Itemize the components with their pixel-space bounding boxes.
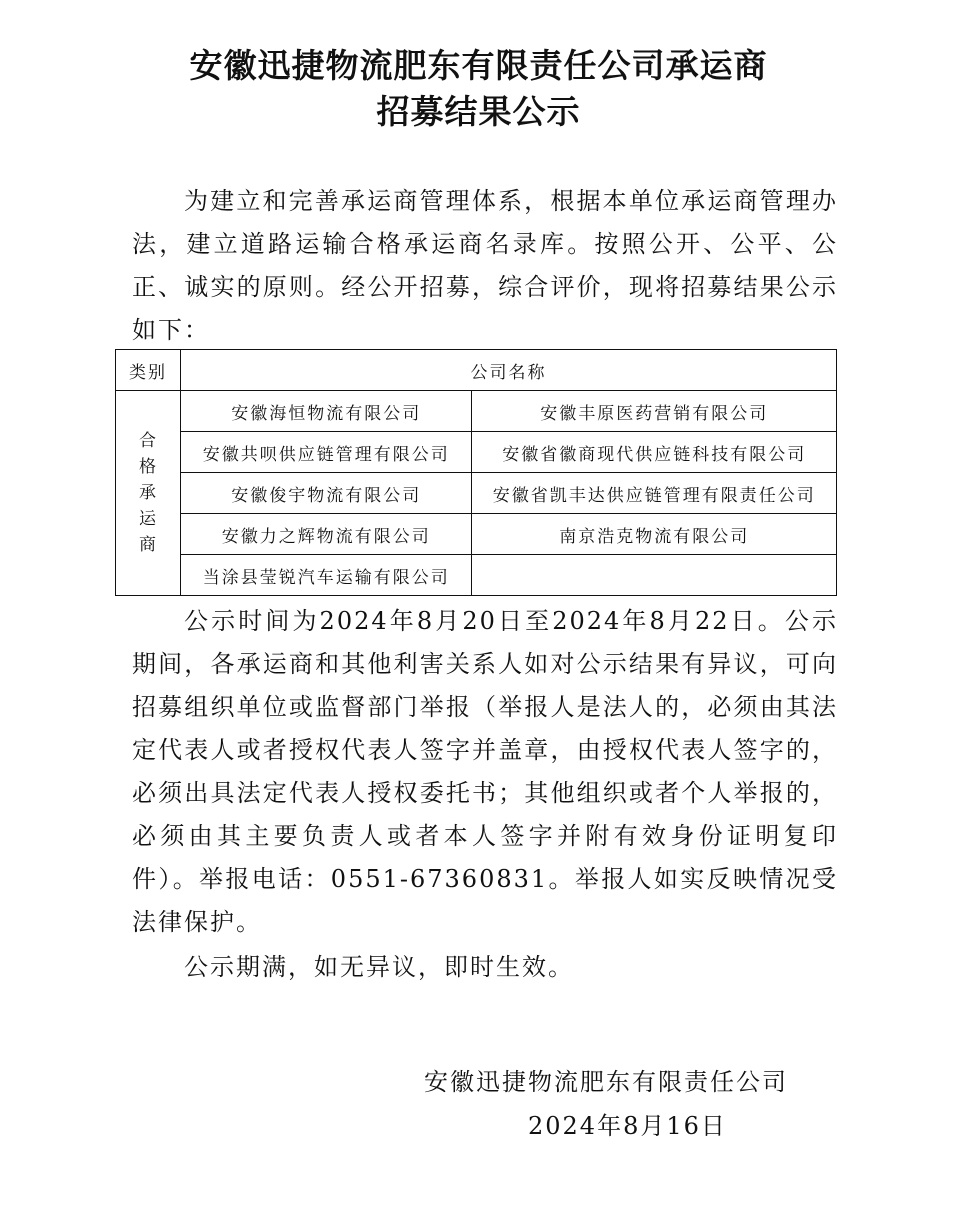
table-row [116,391,837,432]
company-cell: 安徽省凯丰达供应链管理有限责任公司 [472,473,837,514]
company-cell: 安徽共呗供应链管理有限公司 [181,432,472,473]
table-row [116,432,837,473]
company-cell: 安徽力之辉物流有限公司 [181,514,472,555]
header-category: 类别 [116,350,181,391]
company-cell-empty [472,555,837,596]
company-cell: 安徽俊宇物流有限公司 [181,473,472,514]
carrier-table [115,349,837,596]
company-cell: 南京浩克物流有限公司 [472,514,837,555]
document-title-line-1: 安徽迅捷物流肥东有限责任公司承运商 [189,46,768,85]
category-label: 合格承运商 [139,431,158,555]
header-company-name: 公司名称 [181,350,837,391]
table-row [116,514,837,555]
document-title-line-2: 招募结果公示 [376,92,581,131]
category-cell [116,391,181,596]
company-cell: 当涂县莹锐汽车运输有限公司 [181,555,472,596]
table-header-row [116,350,837,391]
table-row [116,473,837,514]
intro-paragraph: 为建立和完善承运商管理体系，根据本单位承运商管理办法，建立道路运输合格承运商名录库。按照公开、公平、公正、诚实的原则。经公开招募，综合评价，现将招募结果公示如下： [132,187,838,344]
notice-paragraph: 公示时间为2024年8月20日至2024年8月22日。公示期间，各承运商和其他利害关系人如对公示结果有异议，可向招募组织单位或监督部门举报（举报人是法人的，必须由其法定代表人或者授权代表人签字并盖章，由授权代表人签字的，必须出具法定代表人授权委托书；其他组织或者个人举报的，必须由其主要负责人或者本人签字并附有效身份证明复印件）。举报电话：0551-67360831。举报人如实反映情况受法律保护。 [132,607,838,936]
signature-company: 安徽迅捷物流肥东有限责任公司 [424,1068,788,1096]
company-cell: 安徽海恒物流有限公司 [181,391,472,432]
signature-date: 2024年8月16日 [528,1112,727,1140]
company-cell: 安徽丰原医药营销有限公司 [472,391,837,432]
closing-paragraph: 公示期满，如无异议，即时生效。 [184,953,574,981]
table-row [116,555,837,596]
company-cell: 安徽省徽商现代供应链科技有限公司 [472,432,837,473]
